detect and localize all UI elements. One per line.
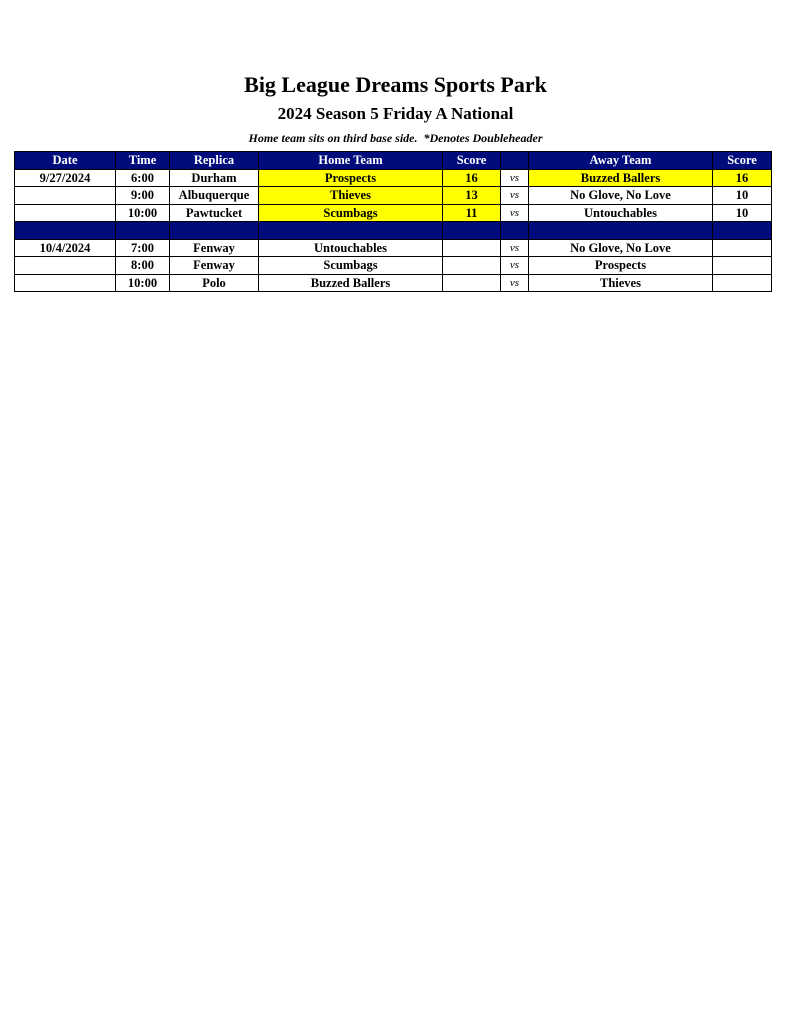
replica-cell: Fenway bbox=[170, 239, 259, 257]
separator-cell bbox=[15, 222, 116, 240]
time-cell: 9:00 bbox=[116, 187, 170, 205]
date-cell bbox=[15, 257, 116, 275]
col-header-vs bbox=[501, 152, 529, 170]
home-score-cell bbox=[443, 239, 501, 257]
time-cell: 6:00 bbox=[116, 169, 170, 187]
home-score-cell: 11 bbox=[443, 204, 501, 222]
time-cell: 7:00 bbox=[116, 239, 170, 257]
time-cell: 10:00 bbox=[116, 204, 170, 222]
away-team-cell: Buzzed Ballers bbox=[529, 169, 713, 187]
col-header-date: Date bbox=[15, 152, 116, 170]
page-title: Big League Dreams Sports Park bbox=[244, 72, 547, 97]
replica-cell: Pawtucket bbox=[170, 204, 259, 222]
home-score-cell: 16 bbox=[443, 169, 501, 187]
replica-cell: Durham bbox=[170, 169, 259, 187]
table-row bbox=[15, 274, 772, 292]
vs-cell: vs bbox=[501, 257, 529, 275]
schedule-body bbox=[15, 169, 772, 292]
col-header-away-score: Score bbox=[713, 152, 772, 170]
home-score-cell bbox=[443, 257, 501, 275]
table-row bbox=[15, 169, 772, 187]
vs-cell: vs bbox=[501, 274, 529, 292]
separator-cell bbox=[501, 222, 529, 240]
vs-cell: vs bbox=[501, 169, 529, 187]
away-score-cell: 10 bbox=[713, 187, 772, 205]
away-team-cell: No Glove, No Love bbox=[529, 239, 713, 257]
home-team-cell: Scumbags bbox=[259, 204, 443, 222]
table-row bbox=[15, 239, 772, 257]
separator-cell bbox=[116, 222, 170, 240]
col-header-home-score: Score bbox=[443, 152, 501, 170]
replica-cell: Albuquerque bbox=[170, 187, 259, 205]
separator-cell bbox=[170, 222, 259, 240]
date-cell: 10/4/2024 bbox=[15, 239, 116, 257]
schedule-table bbox=[14, 151, 772, 292]
away-score-cell bbox=[713, 239, 772, 257]
col-header-away-team: Away Team bbox=[529, 152, 713, 170]
date-cell: 9/27/2024 bbox=[15, 169, 116, 187]
away-team-cell: Thieves bbox=[529, 274, 713, 292]
date-cell bbox=[15, 274, 116, 292]
away-score-cell bbox=[713, 257, 772, 275]
away-score-cell: 10 bbox=[713, 204, 772, 222]
home-team-note: Home team sits on third base side. *Denotes Doubleheader bbox=[248, 131, 543, 145]
away-team-cell: Untouchables bbox=[529, 204, 713, 222]
time-cell: 10:00 bbox=[116, 274, 170, 292]
home-team-cell: Buzzed Ballers bbox=[259, 274, 443, 292]
col-header-home-team: Home Team bbox=[259, 152, 443, 170]
away-score-cell bbox=[713, 274, 772, 292]
replica-cell: Polo bbox=[170, 274, 259, 292]
separator-cell bbox=[443, 222, 501, 240]
table-row bbox=[15, 204, 772, 222]
time-cell: 8:00 bbox=[116, 257, 170, 275]
home-score-cell: 13 bbox=[443, 187, 501, 205]
replica-cell: Fenway bbox=[170, 257, 259, 275]
separator-cell bbox=[713, 222, 772, 240]
table-header-row bbox=[15, 152, 772, 170]
table-row bbox=[15, 257, 772, 275]
away-team-cell: No Glove, No Love bbox=[529, 187, 713, 205]
vs-cell: vs bbox=[501, 204, 529, 222]
col-header-time: Time bbox=[116, 152, 170, 170]
home-team-cell: Thieves bbox=[259, 187, 443, 205]
separator-cell bbox=[259, 222, 443, 240]
vs-cell: vs bbox=[501, 239, 529, 257]
season-subtitle: 2024 Season 5 Friday A National bbox=[277, 104, 514, 123]
vs-cell: vs bbox=[501, 187, 529, 205]
separator-cell bbox=[529, 222, 713, 240]
table-row bbox=[15, 187, 772, 205]
home-team-cell: Prospects bbox=[259, 169, 443, 187]
home-team-cell: Scumbags bbox=[259, 257, 443, 275]
home-team-cell: Untouchables bbox=[259, 239, 443, 257]
home-score-cell bbox=[443, 274, 501, 292]
col-header-replica: Replica bbox=[170, 152, 259, 170]
away-team-cell: Prospects bbox=[529, 257, 713, 275]
date-cell bbox=[15, 204, 116, 222]
date-cell bbox=[15, 187, 116, 205]
separator-row bbox=[15, 222, 772, 240]
away-score-cell: 16 bbox=[713, 169, 772, 187]
